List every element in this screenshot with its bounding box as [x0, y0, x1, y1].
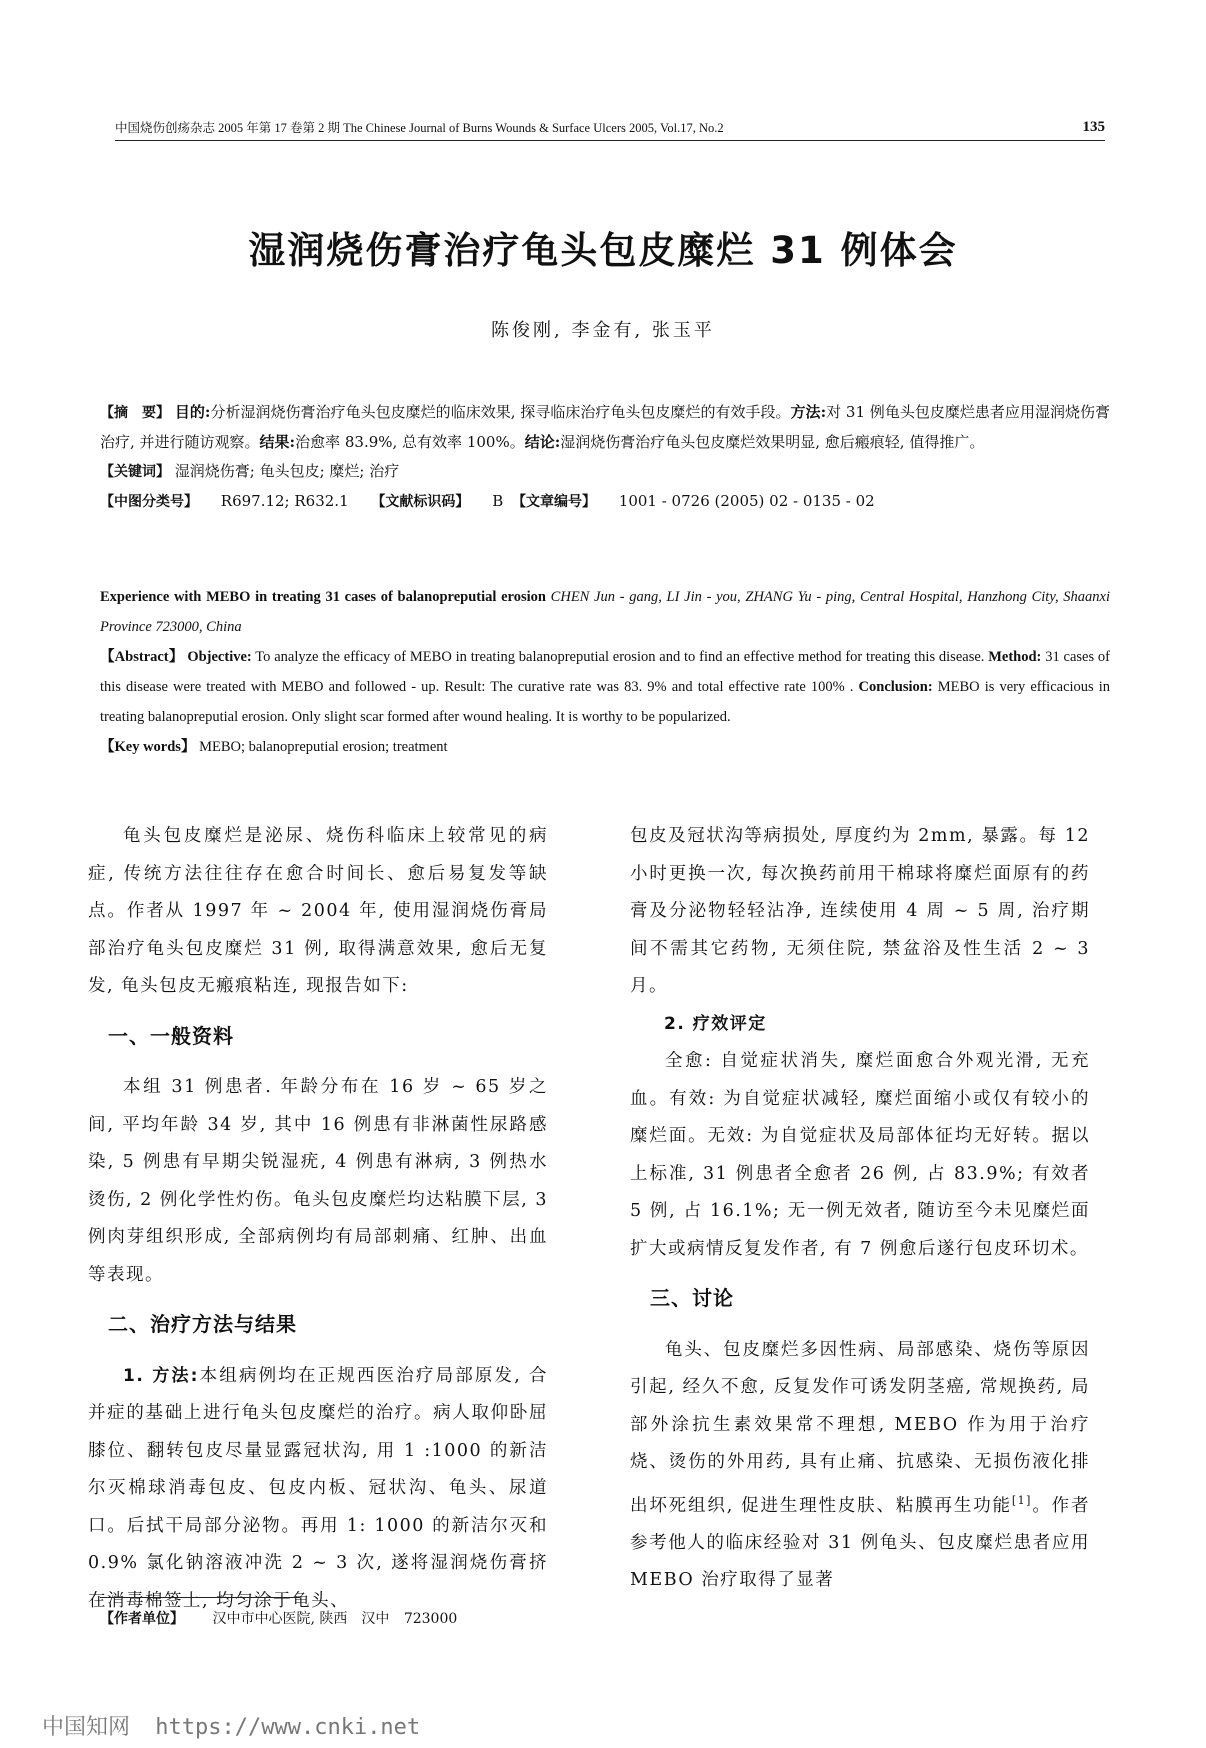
english-keywords-text: MEBO; balanopreputial erosion; treatment [199, 739, 448, 755]
clc-value: R697.12; R632.1 [220, 492, 349, 510]
intro-paragraph: 龟头包皮糜烂是泌尿、烧伤科临床上较常见的病症, 传统方法往往存在愈合时间长、愈后易复发等缺点。作者从 1997 年 ~ 2004 年, 使用湿润烧伤膏局部治疗龟头包皮糜烂 31 例, 取得满意效果, 愈后无复发, 龟头包皮无瘢痕粘连, 现报告如下: [88, 826, 548, 996]
english-conclusion-label: Conclusion: [858, 679, 933, 695]
footnote-unit: 汉中市中心医院, 陕西 汉中 [212, 1611, 390, 1627]
english-method-text: 31 cases of this disease were treated with MEBO and followed - up. Result: The curative rate was 83. 9% and total effective rate 100% . [100, 649, 1110, 695]
section-2-2-paragraph: 全愈: 自觉症状消失, 糜烂面愈合外观光滑, 无充血。有效: 为自觉症状减轻, 糜烂面缩小或仅有较小的糜烂面。无效: 为自觉症状及局部体征均无好转。据以上标准, 31 例患者全愈者 26 例, 占 83.9%; 有效者 5 例, 占 16.1%; 无一例无效者, 随访至今未见糜烂面扩大或病情反复发作者, 有 7 例愈后遂行包皮环切术。 [630, 1051, 1090, 1259]
section-2-1-text: 本组病例均在正规西医治疗局部原发, 合并症的基础上进行龟头包皮糜烂的治疗。病人取仰卧屈膝位、翻转包皮尽量显露冠状沟, 用 1 :1000 的新洁尔灭棉球消毒包皮、包皮内板、冠状沟、龟头、尿道口。后拭干局部分泌物。再用 1: 1000 的新洁尔灭和 0.9% 氯化钠溶液冲洗 2 ~ 3 次, 遂将湿润烧伤膏挤在消毒棉签上, 均匀涂于龟头、 [88, 1365, 548, 1611]
authors: 陈俊刚, 李金有, 张玉平 [491, 320, 715, 341]
body-right-column [630, 818, 1090, 1600]
section-1-paragraph: 本组 31 例患者. 年龄分布在 16 岁 ~ 65 岁之间, 平均年龄 34 岁, 其中 16 例患有非淋菌性尿路感染, 5 例患有早期尖锐湿疣, 4 例患有淋病, 3 例热水烫伤, 2 例化学性灼伤。龟头包皮糜烂均达粘膜下层, 3 例肉芽组织形成, 全部病例均有局部刺痛、红肿、出血等表现。 [88, 1077, 548, 1285]
article-id-label: 【文章编号】 [512, 494, 596, 510]
keywords-cn [100, 457, 1110, 487]
citation-ref[interactable]: [1] [1011, 1493, 1032, 1507]
section-3-text-2: 。作者参考他人的临床经验对 31 例龟头、包皮糜烂患者应用 MEBO 治疗取得了显著 [630, 1495, 1090, 1591]
section-2-1-paragraph [88, 1358, 548, 1621]
conclusion-text: 湿润烧伤膏治疗龟头包皮糜烂效果明显, 愈后瘢痕轻, 值得推广。 [560, 433, 985, 451]
section-3-heading: 三、讨论 [650, 1286, 734, 1310]
english-abstract-label: 【Abstract】 [100, 649, 184, 665]
method-text: 对 31 例龟头包皮糜烂患者应用湿润烧伤膏治疗, 并进行随访观察。 [100, 403, 1111, 451]
english-title: Experience with MEBO in treating 31 cases of balanopreputial erosion [100, 589, 546, 605]
keywords-text: 湿润烧伤膏; 龟头包皮; 糜烂; 治疗 [174, 462, 400, 480]
result-text: 治愈率 83.9%, 总有效率 100%。 [295, 433, 525, 451]
english-abstract-block [100, 582, 1110, 762]
chinese-abstract-block [100, 398, 1110, 517]
english-title-line [100, 582, 1110, 642]
result-label: 结果: [259, 433, 296, 451]
abstract-cn [100, 398, 1110, 457]
section-2-heading: 二、治疗方法与结果 [108, 1312, 297, 1336]
english-objective-text: To analyze the efficacy of MEBO in treating balanopreputial erosion and to find an effective method for treating this disease. [255, 649, 985, 665]
english-objective-label: Objective: [187, 649, 252, 665]
section-1-heading: 一、一般资料 [108, 1023, 234, 1048]
english-keywords [100, 732, 1110, 762]
section-2-2-heading: 2. 疗效评定 [664, 1013, 767, 1034]
section-2-1-label: 1. 方法: [123, 1365, 199, 1386]
paper-title: 湿润烧伤膏治疗龟头包皮糜烂 31 例体会 [248, 229, 958, 272]
objective-label: 目的: [174, 403, 211, 421]
english-method-label: Method: [988, 649, 1042, 665]
doc-code-label: 【文献标识码】 [371, 494, 470, 510]
body-left-column [88, 818, 548, 1620]
doc-code-value: B [492, 492, 504, 510]
english-abstract [100, 642, 1110, 732]
conclusion-label: 结论: [524, 433, 561, 451]
running-header [115, 118, 1105, 141]
footnote-zip: 723000 [403, 1611, 458, 1627]
section-3-paragraph [630, 1332, 1090, 1600]
english-keywords-label: 【Key words】 [100, 739, 196, 755]
method-label: 方法: [790, 403, 827, 421]
author-unit-footnote [100, 1608, 467, 1628]
footnote-divider [100, 1597, 300, 1598]
keywords-label: 【关键词】 [100, 464, 170, 480]
clc-label: 【中图分类号】 [100, 494, 198, 510]
page-number: 135 [1082, 119, 1105, 135]
classification-row [100, 487, 1110, 517]
cnki-watermark [42, 1710, 420, 1741]
right-continuation-paragraph: 包皮及冠状沟等病损处, 厚度约为 2mm, 暴露。每 12 小时更换一次, 每次换药前用干棉球将糜烂面原有的药膏及分泌物轻轻沾净, 连续使用 4 周 ~ 5 周, 治疗期间不需其它药物, 无须住院, 禁盆浴及性生活 2 ~ 3 月。 [630, 826, 1090, 996]
watermark-url[interactable]: https://www.cnki.net [155, 1715, 421, 1740]
english-authors: CHEN Jun - gang, LI Jin - you, ZHANG Yu - ping, Central Hospital, Hanzhong City, Shaanxi Province 723000, China [100, 589, 1110, 635]
abstract-label: 【摘 要】 [100, 405, 171, 421]
journal-line: 中国烧伤创疡杂志 2005 年第 17 卷第 2 期 The Chinese Journal of Burns Wounds & Surface Ulcers 2005, Vol.17, No.2 [115, 121, 724, 135]
article-id-value: 1001 - 0726 (2005) 02 - 0135 - 02 [618, 492, 875, 510]
section-3-text: 龟头、包皮糜烂多因性病、局部感染、烧伤等原因引起, 经久不愈, 反复发作可诱发阴茎癌, 常规换药, 局部外涂抗生素效果常不理想, MEBO 作为用于治疗烧、烫伤的外用药, 具有止痛、抗感染、无损伤液化排出坏死组织, 促进生理性皮肤、粘膜再生功能 [630, 1339, 1090, 1516]
footnote-label: 【作者单位】 [100, 1611, 184, 1627]
english-conclusion-text: MEBO is very efficacious in treating balanopreputial erosion. Only slight scar formed after wound healing. It is worthy to be popularized. [100, 679, 1111, 725]
objective-text: 分析湿润烧伤膏治疗龟头包皮糜烂的临床效果, 探寻临床治疗龟头包皮糜烂的有效手段。 [210, 403, 791, 421]
watermark-cn: 中国知网 [42, 1715, 131, 1740]
